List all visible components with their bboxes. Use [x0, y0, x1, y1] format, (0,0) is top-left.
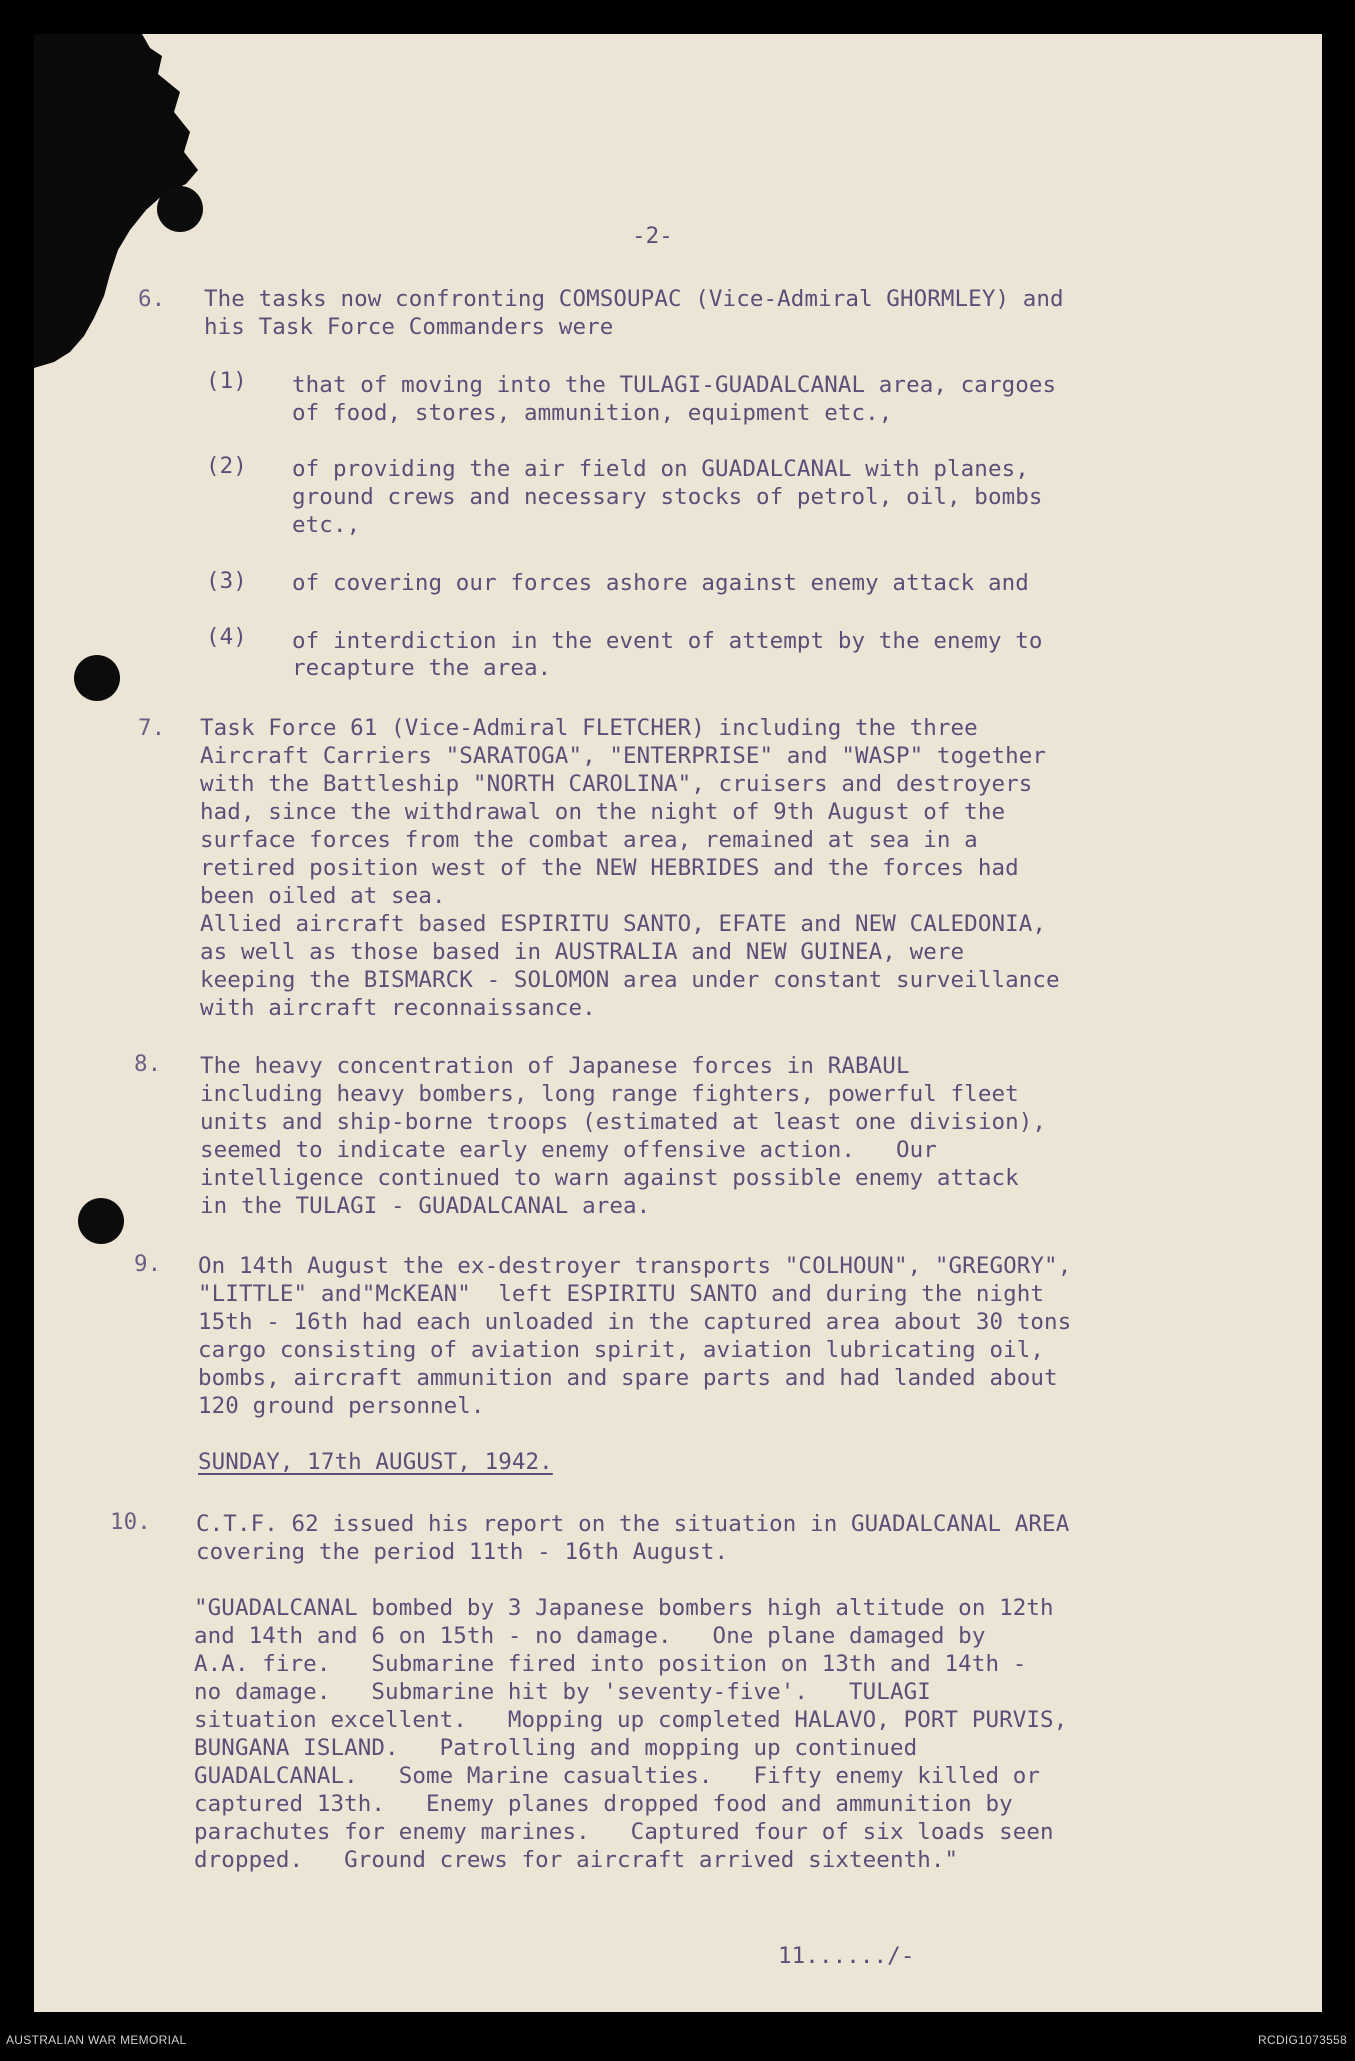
- quote-line: no damage. Submarine hit by 'seventy-five'. TULAGI: [194, 1679, 931, 1705]
- paragraph-number: 10.: [110, 1509, 151, 1535]
- quote-line: BUNGANA ISLAND. Patrolling and mopping up continued: [194, 1735, 918, 1761]
- list-item-label: (2): [206, 453, 247, 479]
- paragraph-line: Allied aircraft based ESPIRITU SANTO, EFATE and NEW CALEDONIA,: [200, 911, 1047, 937]
- footer-record-id: RCDIG1073558: [1258, 2033, 1347, 2047]
- paragraph-line: 15th - 16th had each unloaded in the captured area about 30 tons: [198, 1309, 1072, 1335]
- list-item-line: of food, stores, ammunition, equipment etc.,: [292, 400, 893, 426]
- paragraph-line: intelligence continued to warn against possible enemy attack: [200, 1165, 1019, 1191]
- quote-line: dropped. Ground crews for aircraft arrived sixteenth.": [194, 1847, 959, 1873]
- paragraph-line: 120 ground personnel.: [198, 1393, 485, 1419]
- paragraph-number: 6.: [138, 286, 166, 312]
- paragraph-line: with the Battleship "NORTH CAROLINA", cruisers and destroyers: [200, 771, 1033, 797]
- continuation-marker: 11....../-: [778, 1943, 915, 1969]
- punch-hole-3: [78, 1198, 124, 1244]
- paragraph-line: On 14th August the ex-destroyer transports "COLHOUN", "GREGORY",: [198, 1253, 1072, 1279]
- date-heading: SUNDAY, 17th AUGUST, 1942.: [198, 1449, 553, 1475]
- paragraph-line: C.T.F. 62 issued his report on the situation in GUADALCANAL AREA: [196, 1511, 1070, 1537]
- punch-hole-1: [157, 186, 203, 232]
- paragraph-line: cargo consisting of aviation spirit, aviation lubricating oil,: [198, 1337, 1045, 1363]
- footer-credit: AUSTRALIAN WAR MEMORIAL: [6, 2033, 187, 2047]
- quote-line: captured 13th. Enemy planes dropped food and ammunition by: [194, 1791, 1013, 1817]
- paragraph-line: his Task Force Commanders were: [204, 314, 614, 340]
- paragraph-number: 8.: [134, 1051, 162, 1077]
- paragraph-line: covering the period 11th - 16th August.: [196, 1539, 729, 1565]
- quote-line: parachutes for enemy marines. Captured four of six loads seen: [194, 1819, 1054, 1845]
- paragraph-line: Aircraft Carriers "SARATOGA", "ENTERPRISE" and "WASP" together: [200, 743, 1047, 769]
- paragraph-line: with aircraft reconnaissance.: [200, 995, 596, 1021]
- list-item-line: etc.,: [292, 512, 361, 538]
- list-item-line: of covering our forces ashore against enemy attack and: [292, 570, 1029, 596]
- punch-hole-2: [74, 655, 120, 701]
- list-item-line: that of moving into the TULAGI-GUADALCANAL area, cargoes: [292, 372, 1057, 398]
- list-item-label: (1): [206, 368, 247, 394]
- quote-line: GUADALCANAL. Some Marine casualties. Fifty enemy killed or: [194, 1763, 1041, 1789]
- list-item-label: (3): [206, 568, 247, 594]
- paragraph-number: 7.: [138, 715, 166, 741]
- list-item-label: (4): [206, 624, 247, 650]
- paragraph-line: as well as those based in AUSTRALIA and NEW GUINEA, were: [200, 939, 965, 965]
- list-item-line: ground crews and necessary stocks of petrol, oil, bombs: [292, 484, 1043, 510]
- list-item-line: of interdiction in the event of attempt by the enemy to: [292, 628, 1043, 654]
- quote-line: and 14th and 6 on 15th - no damage. One plane damaged by: [194, 1623, 986, 1649]
- paragraph-number: 9.: [134, 1251, 162, 1277]
- paragraph-line: had, since the withdrawal on the night of 9th August of the: [200, 799, 1006, 825]
- paragraph-line: The heavy concentration of Japanese forces in RABAUL: [200, 1053, 910, 1079]
- paragraph-line: surface forces from the combat area, remained at sea in a: [200, 827, 978, 853]
- list-item-line: recapture the area.: [292, 655, 552, 681]
- paragraph-line: keeping the BISMARCK - SOLOMON area under constant surveillance: [200, 967, 1060, 993]
- paragraph-line: seemed to indicate early enemy offensive action. Our: [200, 1137, 937, 1163]
- paragraph-line: The tasks now confronting COMSOUPAC (Vice-Admiral GHORMLEY) and: [204, 286, 1064, 312]
- paragraph-line: including heavy bombers, long range fighters, powerful fleet: [200, 1081, 1019, 1107]
- page-number: -2-: [632, 223, 673, 249]
- quote-line: situation excellent. Mopping up completed HALAVO, PORT PURVIS,: [194, 1707, 1068, 1733]
- paragraph-line: in the TULAGI - GUADALCANAL area.: [200, 1193, 651, 1219]
- paragraph-line: been oiled at sea.: [200, 883, 446, 909]
- quote-line: A.A. fire. Submarine fired into position on 13th and 14th -: [194, 1651, 1027, 1677]
- quote-line: "GUADALCANAL bombed by 3 Japanese bombers high altitude on 12th: [194, 1595, 1054, 1621]
- document-page: [34, 34, 1322, 2012]
- paragraph-line: "LITTLE" and"McKEAN" left ESPIRITU SANTO and during the night: [198, 1281, 1045, 1307]
- list-item-line: of providing the air field on GUADALCANAL with planes,: [292, 456, 1029, 482]
- paragraph-line: Task Force 61 (Vice-Admiral FLETCHER) including the three: [200, 715, 978, 741]
- paragraph-line: bombs, aircraft ammunition and spare parts and had landed about: [198, 1365, 1058, 1391]
- paragraph-line: units and ship-borne troops (estimated at least one division),: [200, 1109, 1047, 1135]
- paragraph-line: retired position west of the NEW HEBRIDES and the forces had: [200, 855, 1019, 881]
